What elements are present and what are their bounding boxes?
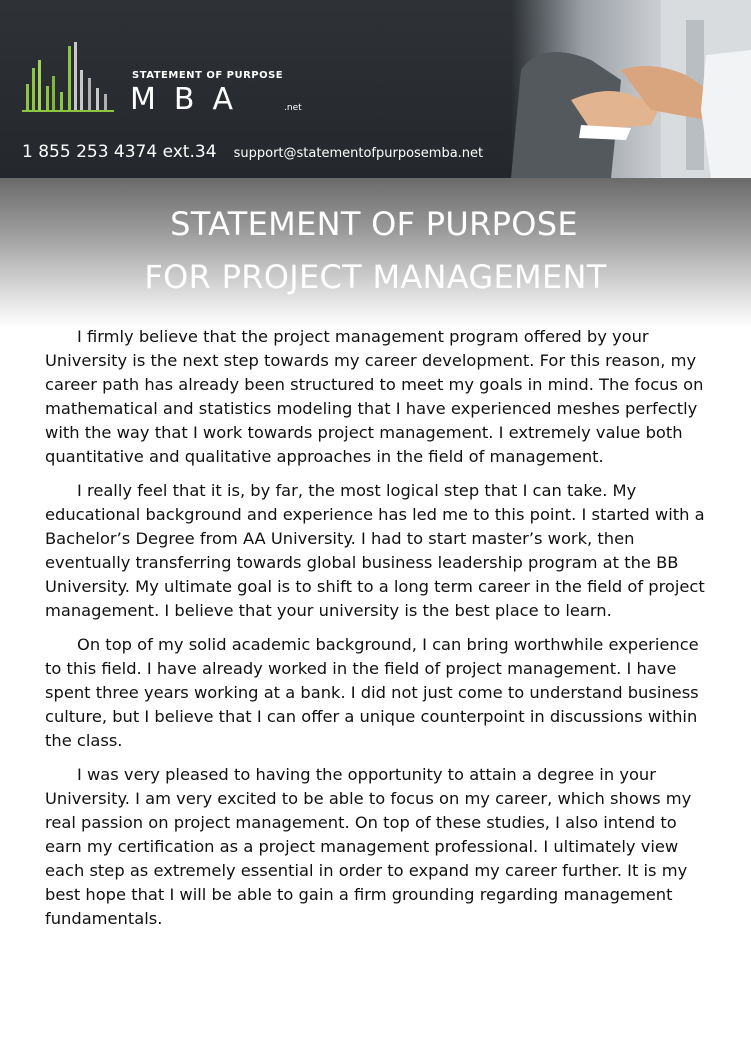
brand-domain-suffix: .net <box>284 103 302 113</box>
contact-info <box>22 142 483 162</box>
brand-name: MBA <box>130 82 251 117</box>
brand-tagline: STATEMENT OF PURPOSE <box>132 70 284 81</box>
bar-chart-logo-icon <box>22 40 118 112</box>
paragraph: I really feel that it is, by far, the most logical step that I can take. My educational background and experience has led me to this point. I started with a Bachelor’s Degree from AA University. I had to start master’s work, then eventually transferring towards global business leadership program at the BB University. My ultimate goal is to shift to a long term career in the field of project management. I believe that your university is the best place to learn. <box>45 481 705 620</box>
support-email[interactable]: support@statementofpurposemba.net <box>233 146 484 161</box>
page-title <box>0 198 751 304</box>
phone-number[interactable]: 1 855 253 4374 ext.34 <box>22 142 217 162</box>
paragraph: On top of my solid academic background, I can bring worthwhile experience to this field. I have already worked in the field of project management. I have spent three years working at a bank. I did not just come to understand business culture, but I believe that I can offer a unique counterpoint in discussions within the class. <box>45 635 699 750</box>
handshake-photo <box>511 0 751 178</box>
title-line-1: STATEMENT OF PURPOSE <box>170 205 578 243</box>
paragraph: I firmly believe that the project management program offered by your University is the next step towards my career development. For this reason, my career path has already been structured to meet my goals in mind. The focus on mathematical and statistics modeling that I have experienced meshes perfectly with the way that I work towards project management. I extremely value both quantitative and qualitative approaches in the field of management. <box>45 327 704 466</box>
paragraph: I was very pleased to having the opportunity to attain a degree in your University. I am very excited to be able to focus on my career, which shows my real passion on project management. On top of these studies, I also intend to earn my certification as a project management professional. I ultimately view each step as extremely essential in order to expand my career further. It is my best hope that I will be able to gain a firm grounding regarding management fundamentals. <box>45 765 692 928</box>
title-line-2: FOR PROJECT MANAGEMENT <box>144 258 607 296</box>
header-banner <box>0 0 751 178</box>
site-logo[interactable] <box>22 40 322 120</box>
statement-body <box>45 325 711 941</box>
